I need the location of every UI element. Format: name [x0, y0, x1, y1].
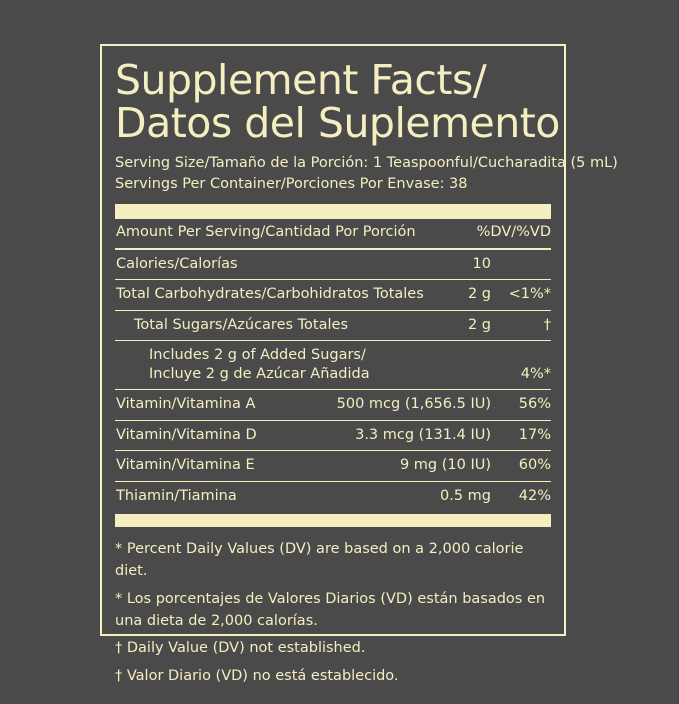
divider-thick-top	[115, 204, 551, 219]
nutrient-name: Calories/Calorías	[116, 255, 238, 272]
page-title-line2: Datos del Suplemento	[115, 98, 560, 147]
nutrient-name-line2: Incluye 2 g de Azúcar Añadida	[149, 366, 370, 383]
page-title-line1: Supplement Facts/	[115, 56, 487, 104]
footnote-dv-not-established-en: † Daily Value (DV) not established.	[115, 640, 366, 657]
supplement-facts-panel	[100, 44, 618, 685]
footnote-dv-basis-es: * Los porcentajes de Valores Diarios (VD) están basados en una dieta de 2,000 calorías.	[115, 590, 546, 629]
nutrient-amount: 500 mcg (1,656.5 IU)	[336, 396, 491, 413]
header-amount-per-serving: Amount Per Serving/Cantidad Por Porción	[116, 224, 416, 241]
table-row	[115, 451, 551, 482]
nutrient-amount: 3.3 mcg (131.4 IU)	[355, 426, 491, 443]
nutrient-name: Vitamin/Vitamina E	[116, 457, 255, 474]
nutrient-dv: 60%	[518, 457, 551, 474]
nutrient-name: Total Carbohydrates/Carbohidratos Totales	[116, 286, 424, 303]
table-row	[115, 280, 551, 311]
nutrient-amount: 2 g	[467, 316, 491, 333]
nutrient-amount: 9 mg (10 IU)	[399, 457, 491, 474]
table-header-row	[115, 219, 551, 250]
nutrient-dv: 4%*	[520, 365, 551, 382]
table-row	[115, 390, 551, 421]
nutrient-name: Vitamin/Vitamina A	[116, 396, 256, 413]
servings-per-container-text: Servings Per Container/Porciones Por Envase: 38	[115, 176, 468, 193]
footnote-dv-basis-en: * Percent Daily Values (DV) are based on a 2,000 calorie diet.	[115, 541, 524, 580]
nutrient-name-line1: Includes 2 g of Added Sugars/	[149, 347, 366, 364]
table-row	[115, 250, 551, 281]
table-row	[115, 311, 551, 342]
table-row	[115, 341, 551, 390]
table-row	[115, 421, 551, 452]
nutrient-dv: 56%	[518, 396, 551, 413]
nutrient-dv: <1%*	[508, 286, 551, 303]
serving-size-text: Serving Size/Tamaño de la Porción: 1 Teaspoonful/Cucharadita (5 mL)	[115, 155, 618, 172]
nutrient-dv: 17%	[518, 426, 551, 443]
footnotes	[115, 539, 551, 688]
table-row	[115, 482, 551, 512]
nutrient-dv: 42%	[518, 487, 551, 504]
nutrient-amount: 2 g	[467, 286, 491, 303]
nutrient-dv: †	[543, 316, 551, 333]
nutrient-amount: 0.5 mg	[440, 487, 491, 504]
footnote-dv-not-established-es: † Valor Diario (VD) no está establecido.	[115, 668, 399, 685]
nutrient-name	[115, 346, 491, 384]
divider-thick-bottom	[115, 514, 551, 527]
nutrient-name: Vitamin/Vitamina D	[116, 426, 257, 443]
nutrient-name: Thiamin/Tiamina	[116, 487, 237, 504]
header-daily-value: %DV/%VD	[476, 224, 551, 241]
nutrient-amount: 10	[472, 255, 491, 272]
nutrient-name: Total Sugars/Azúcares Totales	[134, 316, 349, 333]
